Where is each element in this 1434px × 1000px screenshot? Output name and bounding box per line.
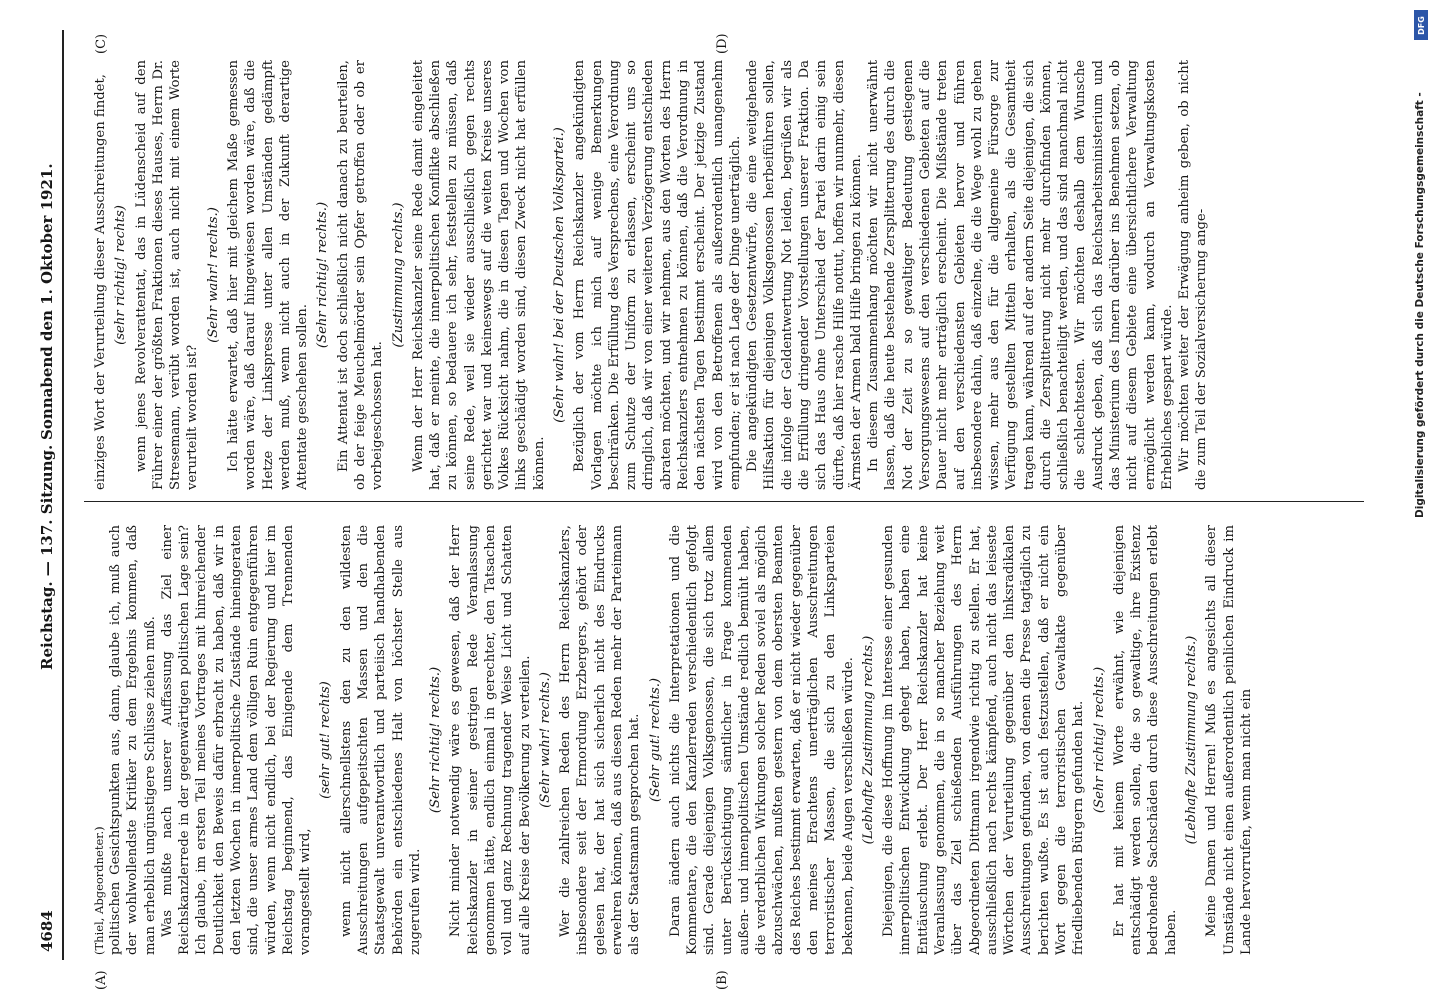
stamp-text: Digitalisierung gefördert durch die Deutsche Forschungsgemeinschaft - (1414, 92, 1426, 518)
right-text-column (92, 60, 1342, 490)
paragraph: Wer die zahlreichen Reden des Herrn Reichskanzlers, insbesondere seit der Ermordung Erzbergers, gehört oder gelesen hat, der hat sich sicherlich nicht des Eindrucks erwehren können, daß aus diesen Reden mehr der Parteimann als der Staatsmann gesprochen hat. (558, 525, 643, 955)
paragraph: Nicht minder notwendig wäre es gewesen, daß der Herr Reichskanzler in seiner gestrigen Rede Veranlassung genommen hätte, endlich einmal in gerechter, den Tatsachen voll und ganz Rechnung tragender Weise Licht und Schatten auf alle Kreise der Bevölkerung zu verteilen. (448, 525, 533, 955)
paragraph: Meine Damen und Herren! Muß es angesichts all dieser Umstände nicht einen außerordentlich peinlichen Eindruck im Lande hervorrufen, wenn man nicht ein (1204, 525, 1254, 955)
paragraph: Ich hätte erwartet, daß hier mit gleichem Maße gemessen worden wäre, daß darauf hingewiesen worden wäre, daß die Hetze der Linkspresse unter allen Umständen gedämpft werden muß, wenn nicht auch in der Zukunft derartige Attentate geschehen sollen. (225, 60, 311, 490)
paragraph: wenn nicht allerschnellstens den zu den wildesten Ausschreitungen aufgepeitschten Massen und den die Staatsgewalt unverantwortlich und parteiisch handhabenden Behörden ein entschiedenes Halt von höchster Stelle aus zugerufen wird. (338, 525, 423, 955)
column-divider (84, 501, 1364, 502)
interjection: (Sehr wahr! bei der Deutschen Volkspartei.) (552, 127, 568, 423)
paragraph: Wir möchten weiter der Erwägung anheim geben, ob nicht die zum Teil der Sozialversicherung ange- (1177, 60, 1210, 490)
paragraph: Diejenigen, die diese Hoffnung im Interesse einer gesunden innerpolitischen Entwicklung gehegt haben, haben eine Enttäuschung erlebt. Der Herr Reichskanzler hat keine Veranlassung genommen, die in so mancher Beziehung weit über das Ziel schießenden Ausführungen des Herrn Abgeordneten Dittmann irgendwie richtig zu stellen. Er hat, ausschließlich nach rechts kämpfend, auch nicht das leiseste Wörtchen der Verurteilung gegenüber den linksradikalen Ausschreitungen gefunden, von denen die Presse tagtäglich zu berichten wußte. Es ist auch festzustellen, daß er nicht ein Wort gegen die terroristischen Gewaltakte gegenüber friedliebenden Bürgern gefunden hat. (881, 525, 1087, 955)
interjection: (Sehr gut! rechts.) (647, 677, 663, 803)
margin-marker-d: (D) (715, 33, 730, 54)
interjection: (Lebhafte Zustimmung rechts.) (860, 635, 876, 845)
paragraph: Ein Attentat ist doch schließlich nicht danach zu beurteilen, ob der feige Meuchelmörder sein Opfer getroffen oder ob er vorbeigeschossen hat. (335, 60, 386, 490)
interjection: (sehr richtig! rechts) (113, 205, 129, 345)
interjection: (Sehr wahr! rechts.) (537, 672, 553, 808)
paragraph: Bezüglich der vom Herrn Reichskanzler angekündigten Vorlagen möchte ich mich auf wenige Bemerkungen beschränken. Die Erfüllung des Versprechens, eine Verordnung zum Schutze der Uniform zu erlassen, erscheint uns so dringlich, daß wir von einer weiteren Verzögerung entschieden abraten möchten, und wir nehmen, aus den Worten des Herrn Reichskanzlers entnehmen zu können, daß die Verordnung in den nächsten Tagen bestimmt erscheint. Der jetzige Zustand wird von den Betroffenen als außerordentlich unangenehm empfunden; er ist nach Lage der Dinge unerträglich. (572, 60, 743, 490)
interjection: (Sehr richtig! rechts.) (428, 666, 444, 814)
interjection: (Lebhafte Zustimmung rechts.) (1183, 635, 1199, 845)
interjection: (Sehr richtig! rechts.) (315, 201, 331, 349)
running-header-date: Sonnabend den 1. Oktober 1921. (38, 163, 56, 440)
page-number: 4684 (38, 910, 56, 952)
left-text-column (92, 525, 1342, 955)
paragraph: politischen Gesichtspunkten aus, dann, glaube ich, muß auch der wohlwollendste Kritiker zu dem Ergebnis kommen, daß man erheblich ungünstigere Schlüsse ziehen muß. (108, 525, 158, 955)
paragraph: Daran ändern auch nichts die Interpretationen und die Kommentare, die den Kanzlerreden verschiedentlich gefolgt sind. Gerade diejenigen Volksgenossen, die sich trotz allem unter Berücksichtigung sämtlicher in Frage kommenden außen- und innenpolitischen Umstände redlich bemüht haben, die verderblichen Wirkungen solcher Reden soviel als möglich abzuschwächen, mußten gestern von dem obersten Beamten des Reiches bestimmt erwarten, daß er nicht wieder gegenüber den meines Erachtens unerträglichen Ausschreitungen terroristischer Massen, die sich zu den Linksparteien bekennen, beide Augen verschließen würde. (667, 525, 856, 955)
dfg-logo (1414, 10, 1428, 40)
running-header-title: Reichstag. — 137. Sitzung. (38, 444, 56, 670)
paragraph: wenn jenes Revolverattentat, das in Lüdenscheid auf den Führer einer der größten Fraktionen dieses Hauses, Herrn Dr. Stresemann, verübt worden ist, auch nicht mit einem Worte verurteilt worden ist? (133, 60, 201, 490)
header-rule (62, 30, 64, 960)
dfg-logo-text: DFG (1416, 15, 1426, 35)
interjection: (Zustimmung rechts.) (390, 202, 406, 348)
margin-marker-b: (B) (715, 970, 730, 990)
interjection: (Sehr richtig! rechts.) (1091, 666, 1107, 814)
interjection: (Sehr wahr! rechts.) (205, 207, 221, 343)
paragraph: In diesem Zusammenhang möchten wir nicht unerwähnt lassen, daß die heute bestehende Zersplitterung des durch die Not der Zeit zu so gewaltiger Bedeutung gestiegenen Versorgungswesens auf den verschiedenen Gebieten auf die Dauer nicht mehr erträglich erscheint. Die Mißstände treten auf den verschiedensten Gebieten hervor und führen insbesondere dahin, daß einzelne, die die Wege wohl zu gehen wissen, mehr aus den für die allgemeine Fürsorge zur Verfügung gestellten Mitteln erhalten, als die Gesamtheit tragen kann, während auf der andern Seite diejenigen, die sich durch die Zersplitterung nicht mehr durchfinden können, schließlich benachteiligt werden, und das sind manchmal nicht die schlechtesten. Wir möchten deshalb dem Wunsche Ausdruck geben, daß sich das Reichsarbeitsministerium und das Ministerium des Innern darüber ins Benehmen setzen, ob nicht auf diesem Gebiete eine übersichtlichere Verwaltung ermöglicht werden kann, wodurch an Verwaltungskosten Erhebliches gespart würde. (866, 60, 1175, 490)
paragraph: Was mußte nach unserer Auffassung das Ziel einer Reichskanzlerrede in der gegenwärtigen politischen Lage sein? Ich glaube, im ersten Teil meines Vortrages mit hinreichender Deutlichkeit den Beweis dafür erbracht zu haben, daß wir in den letzten Wochen in innerpolitische Zustände hineingeraten sind, die unser armes Land dem völligen Ruin entgegenführen würden, wenn nicht endlich, bei der Regierung und hier im Reichstag beginnend, das Einigende dem Trennenden vorangestellt wird, (159, 525, 314, 955)
paragraph: Wenn der Herr Reichskanzler seine Rede damit eingeleitet hat, daß er meinte, die innerpolitischen Konflikte abschließen zu können, so bedauere ich sehr, feststellen zu müssen, daß seine Rede, weil sie wieder ausschließlich gegen rechts gerichtet war und keineswegs auf die weiten Kreise unseres Volkes Rücksicht nahm, die in diesen Tagen und Wochen von links geschädigt worden sind, diesen Zweck nicht hat erfüllen können. (410, 60, 547, 490)
interjection: (sehr gut! rechts) (318, 681, 334, 799)
paragraph: Er hat mit keinem Worte erwähnt, wie diejenigen entschädigt werden sollen, die so gewaltige, ihre Existenz bedrohende Sachschäden durch diese Ausschreitungen erlebt haben. (1111, 525, 1179, 955)
paragraph: einziges Wort der Verurteilung dieser Ausschreitungen findet, (93, 74, 108, 490)
margin-marker-a: (A) (94, 970, 109, 990)
speaker-label: (Thiel, Abgeordneter.) (92, 826, 106, 955)
margin-marker-c: (C) (94, 33, 109, 54)
paragraph: Die angekündigten Gesetzentwürfe, die eine weitgehende Hilfsaktion für diejenigen Volksgenossen herbeiführen sollen, die infolge der Geldentwertung Not leiden, begrüßen wir als die Erfüllung dringender Vorstellungen unserer Fraktion. Da sich das Haus ohne Unterschied der Partei darin einig sein dürfte, daß hier rasche Hilfe nottut, hoffen wir nunmehr, diesen Ärmsten der Armen bald Hilfe bringen zu können. (745, 60, 864, 490)
digitization-stamp (1410, 10, 1432, 530)
